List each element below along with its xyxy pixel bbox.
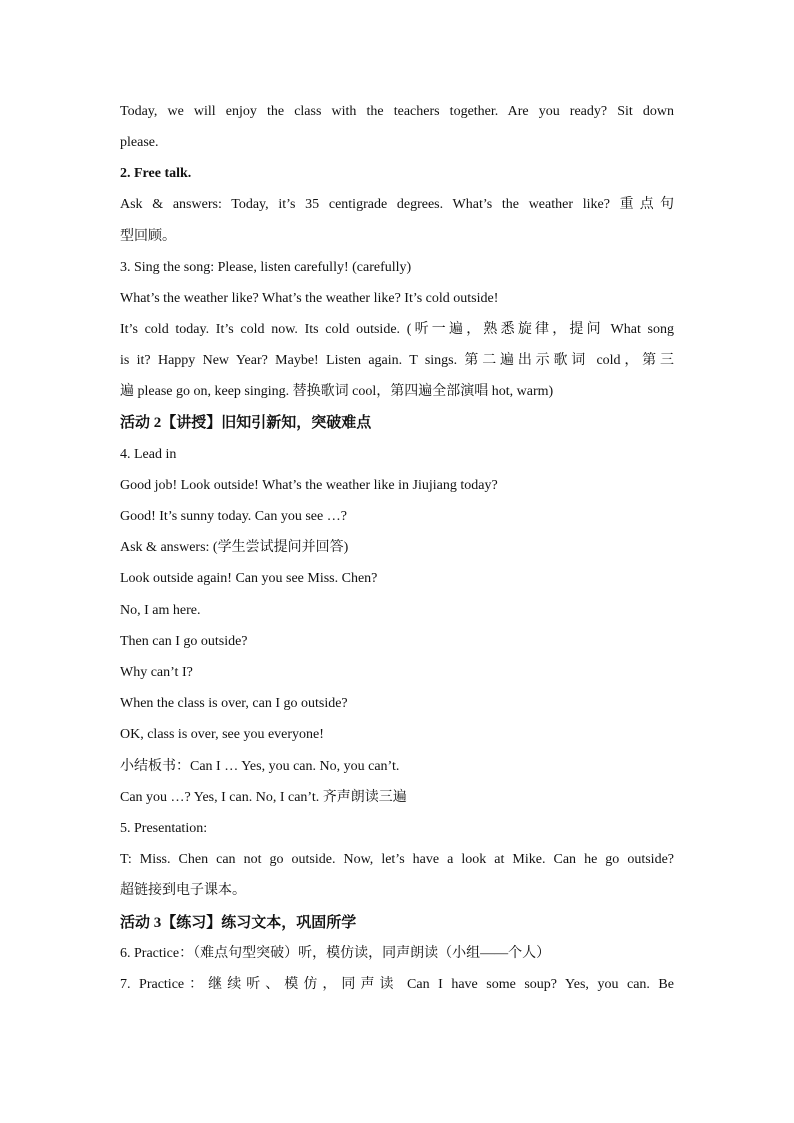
- song-lyrics-line-2: It’s cold today. It’s cold now. Its cold outside. (听一遍，熟悉旋律，提问 What song: [120, 322, 674, 337]
- paragraph-intro-line-2: please.: [120, 135, 159, 150]
- lead-in-line-6: Then can I go outside?: [120, 634, 248, 649]
- lead-in-line-3: Ask & answers: (学生尝试提问并回答): [120, 540, 349, 555]
- lead-in-line-8: When the class is over, can I go outside?: [120, 696, 348, 711]
- board-summary-line-2: Can you …? Yes, I can. No, I can’t. 齐声朗读三遍: [120, 790, 407, 805]
- section-heading-free-talk: 2. Free talk.: [120, 166, 192, 181]
- presentation-line-2: 超链接到电子课本。: [120, 883, 246, 898]
- paragraph-intro-line-1: Today, we will enjoy the class with the teachers together. Are you ready? Sit down: [120, 104, 674, 119]
- lead-in-line-7: Why can’t I?: [120, 665, 193, 680]
- practice-6-line: 6. Practice：（难点句型突破）听，模仿读，同声朗读（小组——个人）: [120, 946, 551, 961]
- song-lyrics-line-3: is it? Happy New Year? Maybe! Listen again. T sings. 第二遍出示歌词 cold，第三: [120, 353, 674, 368]
- lead-in-line-1: Good job! Look outside! What’s the weather like in Jiujiang today?: [120, 478, 498, 493]
- lead-in-line-2: Good! It’s sunny today. Can you see …?: [120, 509, 347, 524]
- lead-in-line-9: OK, class is over, see you everyone!: [120, 727, 324, 742]
- song-lyrics-line-4: 遍 please go on, keep singing. 替换歌词 cool，第四遍全部演唱 hot, warm): [120, 384, 554, 399]
- lead-in-heading: 4. Lead in: [120, 447, 177, 462]
- practice-7-line: 7. Practice：继续听、模仿，同声读 Can I have some soup? Yes, you can. Be: [120, 977, 674, 992]
- presentation-line-1: T: Miss. Chen can not go outside. Now, let’s have a look at Mike. Can he go outside?: [120, 852, 674, 867]
- lead-in-line-4: Look outside again! Can you see Miss. Chen?: [120, 571, 378, 586]
- free-talk-line-1: Ask & answers: Today, it’s 35 centigrade degrees. What’s the weather like? 重点句: [120, 197, 674, 212]
- free-talk-line-2: 型回顾。: [120, 229, 176, 244]
- activity-3-heading: 活动 3【练习】练习文本，巩固所学: [120, 915, 357, 931]
- song-lyrics-line-1: What’s the weather like? What’s the weather like? It’s cold outside!: [120, 291, 499, 306]
- board-summary-line-1: 小结板书：Can I … Yes, you can. No, you can’t.: [120, 759, 400, 774]
- lead-in-line-5: No, I am here.: [120, 603, 201, 618]
- sing-song-heading: 3. Sing the song: Please, listen carefully! (carefully): [120, 260, 412, 275]
- activity-2-heading: 活动 2【讲授】旧知引新知，突破难点: [120, 415, 372, 431]
- presentation-heading: 5. Presentation:: [120, 821, 208, 836]
